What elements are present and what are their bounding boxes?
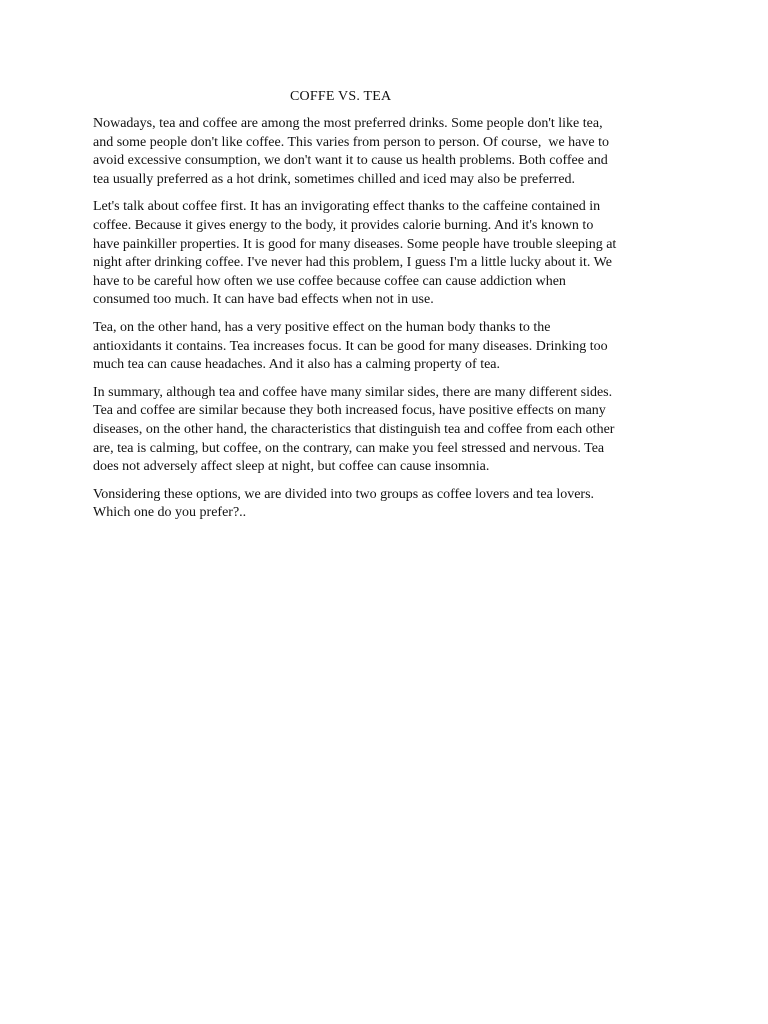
paragraph-tea: Tea, on the other hand, has a very positive effect on the human body thanks to the antioxidants it contains. Tea increases focus. It can be good for many diseases. Drinking too much tea can cause headaches. And it also has a calming property of tea. [93, 319, 608, 373]
paragraph-coffee: Let's talk about coffee first. It has an invigorating effect thanks to the caffeine contained in coffee. Because it gives energy to the body, it provides calorie burning. And it's known to have painkiller properties. It is good for many diseases. Some people have trouble sleeping at night after drinking coffee. I've never had this problem, I guess I'm a little lucky about it. We have to be careful how often we use coffee because coffee can cause addiction when consumed too much. It can have bad effects when not in use. [93, 199, 617, 308]
document-title: COFFE VS. TEA [290, 89, 392, 104]
document-body [93, 115, 673, 532]
paragraph-summary: In summary, although tea and coffee have many similar sides, there are many different sides. Tea and coffee are similar because they both increased focus, have positive effects on many diseases, on the other hand, the characteristics that distinguish tea and coffee from each other are, tea is calming, but coffee, on the contrary, can make you feel stressed and nervous. Tea does not adversely affect sleep at night, but coffee can cause insomnia. [93, 384, 615, 475]
paragraph-conclusion: Vonsidering these options, we are divided into two groups as coffee lovers and tea lovers. Which one do you prefer?.. [93, 486, 595, 521]
paragraph-intro: Nowadays, tea and coffee are among the most preferred drinks. Some people don't like tea, and some people don't like coffee. This varies from person to person. Of course, we have to avoid excessive consumption, we don't want it to cause us health problems. Both coffee and tea usually preferred as a hot drink, sometimes chilled and iced may also be preferred. [93, 116, 609, 187]
